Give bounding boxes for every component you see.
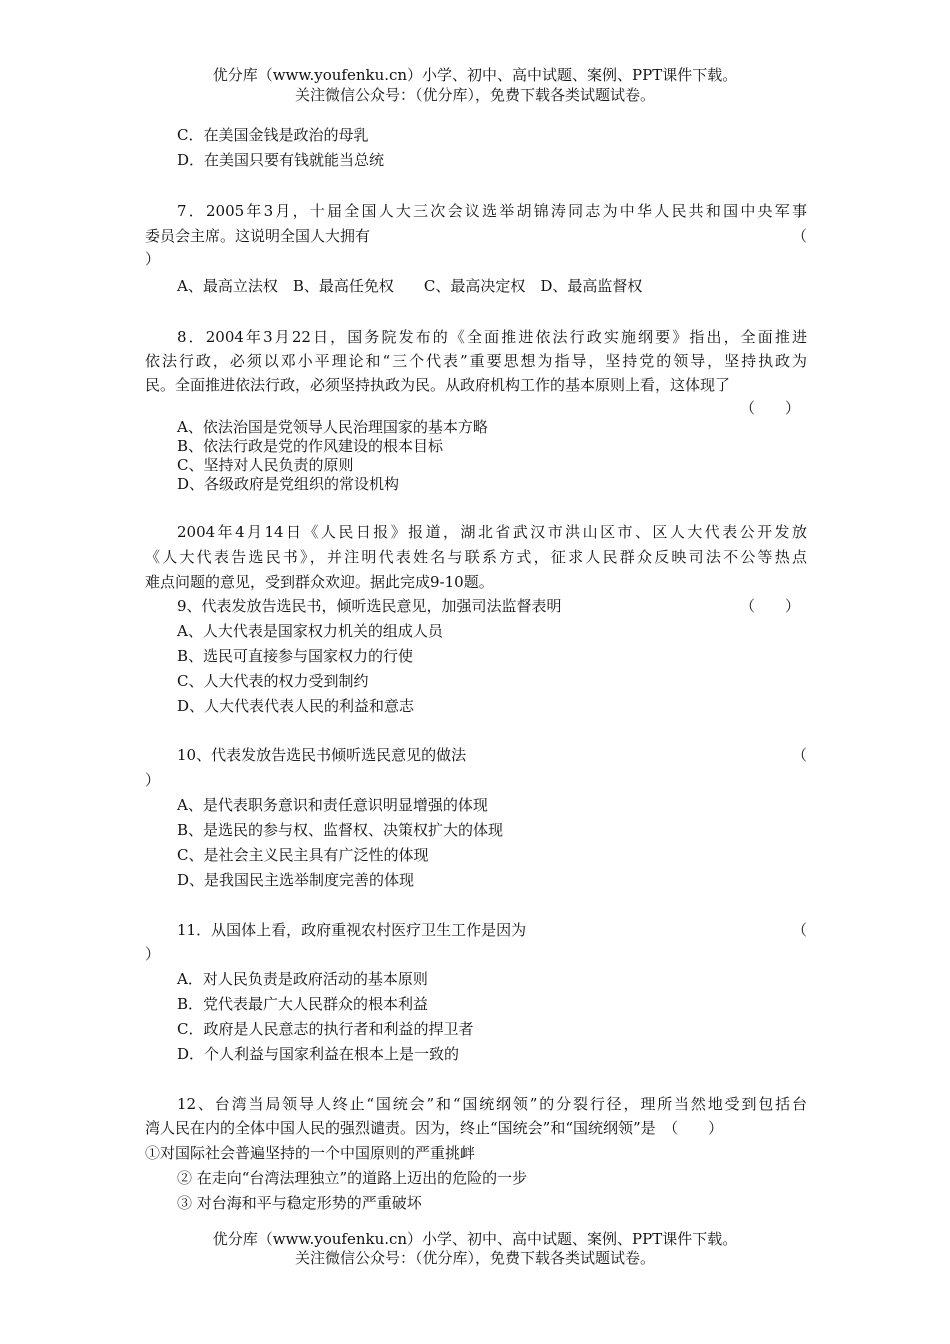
q12-item-2: ② 在走向“台湾法理独立”的道路上迈出的危险的一步 xyxy=(177,1169,528,1187)
q11-option-b: B．党代表最广大人民群众的根本利益 xyxy=(177,995,429,1013)
q9-stem: 9、代表发放告选民书，倾听选民意见，加强司法监督表明 xyxy=(177,597,562,615)
q11-answer-paren-close: ） xyxy=(145,945,161,963)
q8-option-d: D、各级政府是党组织的常设机构 xyxy=(177,475,400,493)
q9-option-b: B、选民可直接参与国家权力的行使 xyxy=(177,647,414,665)
q7-answer-paren-close: ） xyxy=(145,250,161,268)
q9-answer-paren: （ ） xyxy=(739,597,800,615)
q6-option-c: C．在美国金钱是政治的母乳 xyxy=(177,126,369,144)
header-line-2: 关注微信公众号：（优分库），免费下载各类试题试卷。 xyxy=(294,86,655,104)
q7-stem-line-2: 委员会主席。这说明全国人大拥有 xyxy=(145,227,371,245)
material-line-1: 2004年4月14日《人民日报》报道，湖北省武汉市洪山区市、区人大代表公开发放 xyxy=(177,523,807,541)
footer-line-1: 优分库（www.youfenku.cn）小学、初中、高中试题、案例、PPT课件下载。 xyxy=(212,1230,738,1248)
q8-stem-line-3: 民。全面推进依法行政，必须坚持执政为民。从政府机构工作的基本原则上看，这体现了 xyxy=(145,376,731,394)
q10-answer-paren-close: ） xyxy=(145,771,161,789)
q10-option-c: C、是社会主义民主具有广泛性的体现 xyxy=(177,846,429,864)
material-line-2: 《人大代表告选民书》，并注明代表姓名与联系方式，征求人民群众反映司法不公等热点 xyxy=(145,548,807,566)
q11-option-a: A．对人民负责是政府活动的基本原则 xyxy=(177,970,428,988)
q12-stem-line-2: 湾人民在内的全体中国人民的强烈谴责。因为，终止“国统会”和“国统纲领”是 （ ） xyxy=(145,1119,724,1137)
q8-option-a: A、依法治国是党领导人民治理国家的基本方略 xyxy=(177,418,488,436)
q12-stem-line-1: 12、台湾当局领导人终止“国统会”和“国统纲领”的分裂行径，理所当然地受到包括台 xyxy=(177,1095,807,1113)
material-line-3: 难点问题的意见，受到群众欢迎。据此完成9-10题。 xyxy=(145,573,494,591)
q10-option-b: B、是选民的参与权、监督权、决策权扩大的体现 xyxy=(177,821,504,839)
q9-option-a: A、人大代表是国家权力机关的组成人员 xyxy=(177,622,443,640)
q8-stem-line-1: 8．2004年3月22日，国务院发布的《全面推进依法行政实施纲要》指出，全面推进 xyxy=(177,328,807,346)
q7-options: A、最高立法权 B、最高任免权 C、最高决定权 D、最高监督权 xyxy=(177,277,643,295)
q10-stem: 10、代表发放告选民书倾听选民意见的做法 xyxy=(177,746,467,764)
q11-option-c: C．政府是人民意志的执行者和利益的捍卫者 xyxy=(177,1020,474,1038)
q11-option-d: D．个人利益与国家利益在根本上是一致的 xyxy=(177,1045,460,1063)
q6-option-d: D．在美国只要有钱就能当总统 xyxy=(177,151,385,169)
q9-option-d: D、人大代表代表人民的利益和意志 xyxy=(177,697,415,715)
q11-answer-paren-open: （ xyxy=(791,921,807,939)
q12-item-1: ①对国际社会普遍坚持的一个中国原则的严重挑衅 xyxy=(145,1144,476,1162)
q8-answer-paren: （ ） xyxy=(739,399,800,417)
q8-option-c: C、坚持对人民负责的原则 xyxy=(177,456,354,474)
q11-stem: 11．从国体上看，政府重视农村医疗卫生工作是因为 xyxy=(177,921,527,939)
q8-stem-line-2: 依法行政，必须以邓小平理论和“三个代表”重要思想为指导，坚持党的领导，坚持执政为 xyxy=(145,352,807,370)
q8-option-b: B、依法行政是党的作风建设的根本目标 xyxy=(177,437,444,455)
q12-item-3: ③ 对台海和平与稳定形势的严重破坏 xyxy=(177,1194,422,1212)
q10-option-d: D、是我国民主选举制度完善的体现 xyxy=(177,871,415,889)
q10-answer-paren-open: （ xyxy=(791,746,807,764)
q9-option-c: C、人大代表的权力受到制约 xyxy=(177,672,369,690)
q10-option-a: A、是代表职务意识和责任意识明显增强的体现 xyxy=(177,796,488,814)
q7-answer-paren-open: （ xyxy=(791,227,807,245)
q7-stem-line-1: 7．2005年3月，十届全国人大三次会议选举胡锦涛同志为中华人民共和国中央军事 xyxy=(177,202,807,220)
header-line-1: 优分库（www.youfenku.cn）小学、初中、高中试题、案例、PPT课件下载。 xyxy=(212,66,738,84)
footer-line-2: 关注微信公众号：（优分库），免费下载各类试题试卷。 xyxy=(294,1249,655,1267)
